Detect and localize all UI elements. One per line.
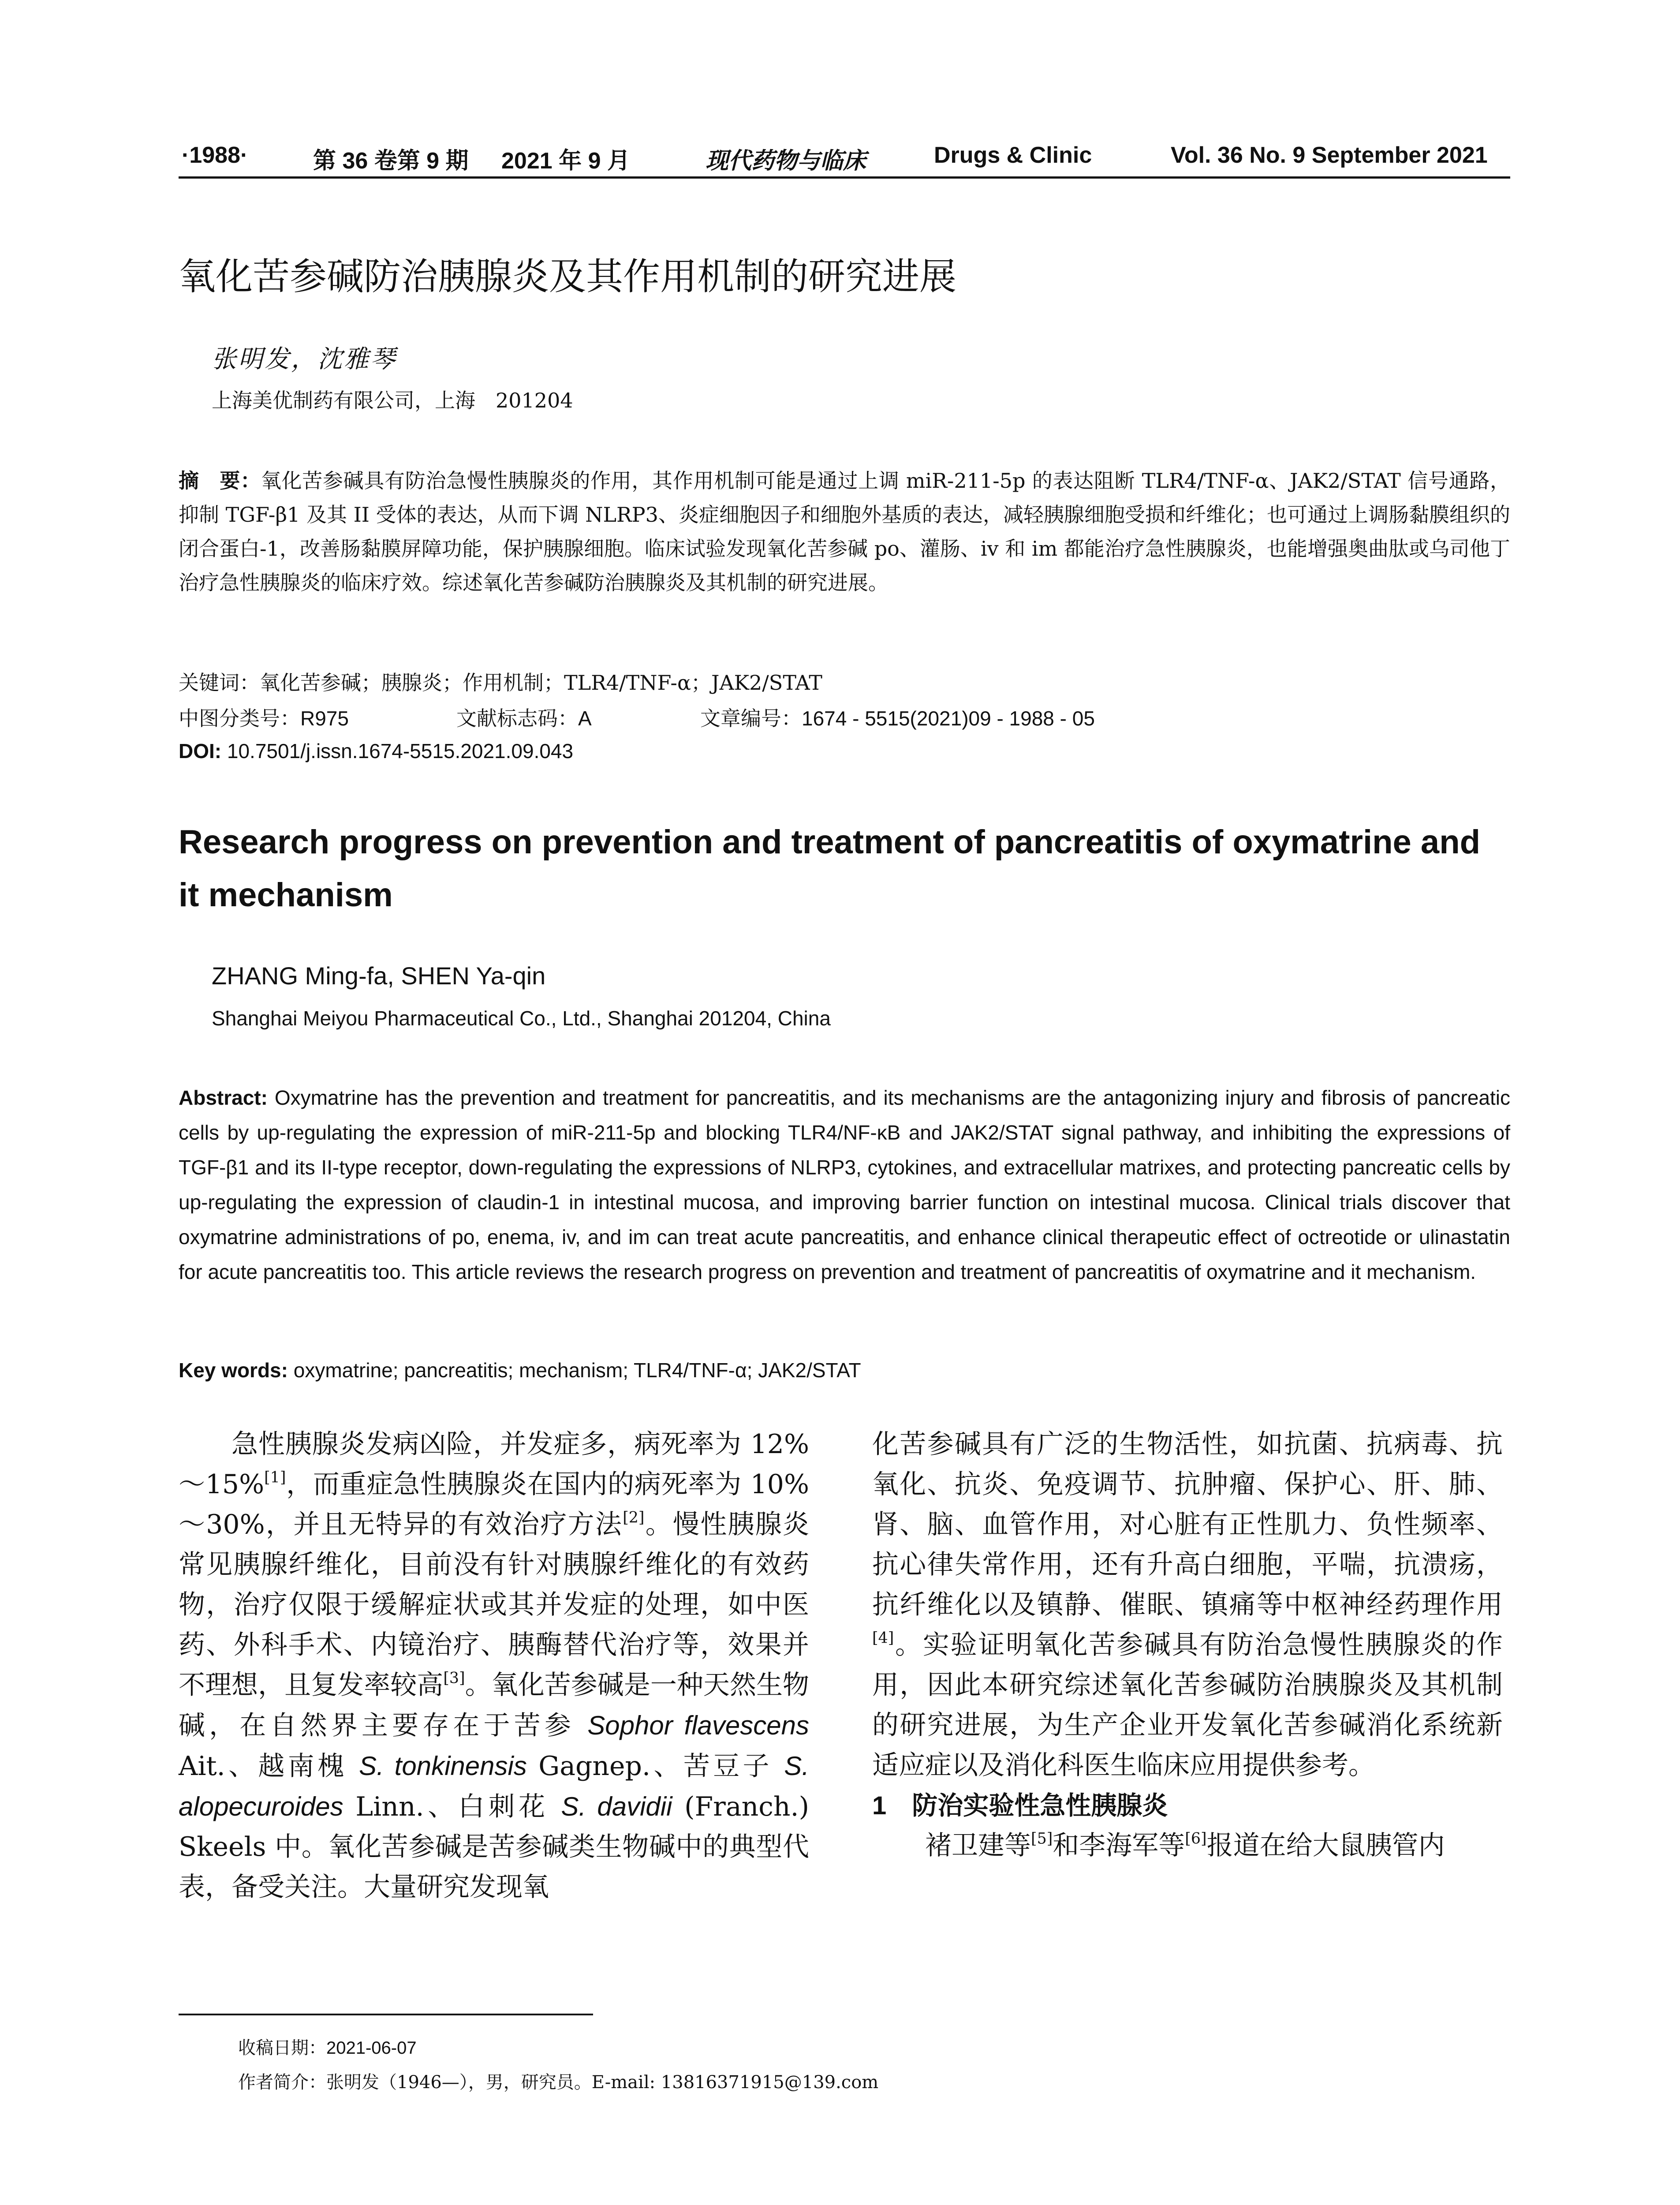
section-heading: 1 防治实验性急性胰腺炎 — [872, 1791, 1168, 1820]
article-title-en: Research progress on prevention and treatment of pancreatitis of oxymatrine and it mechanism — [179, 823, 1481, 914]
keywords-cn-text: 氧化苦参碱；胰腺炎；作用机制；TLR4/TNF-α；JAK2/STAT — [260, 671, 822, 695]
clc-number: 中图分类号：R975 — [179, 707, 349, 730]
keywords-en-text: oxymatrine; pancreatitis; mechanism; TLR4/TNF-α; JAK2/STAT — [287, 1359, 861, 1382]
citation-ref[interactable]: [1] — [264, 1469, 286, 1487]
affiliation-en: Shanghai Meiyou Pharmaceutical Co., Ltd., Shanghai 201204, China — [212, 1007, 831, 1030]
body-text: Linn.、白刺花 — [343, 1791, 561, 1822]
keywords-en-label: Key words: — [179, 1359, 288, 1382]
body-paragraph — [872, 1424, 1503, 1786]
citation-ref[interactable]: [2] — [623, 1509, 645, 1527]
body-left-column — [179, 1424, 809, 1907]
author-info-label: 作者简介： — [238, 2073, 326, 2092]
author-info-text: 张明发（1946—），男，研究员。E-mail: 13816371915@139.com — [326, 2072, 879, 2093]
abstract-en-label: Abstract: — [179, 1086, 268, 1109]
document-code: 文献标志码：A — [456, 707, 592, 730]
species-name: S. tonkinensis — [358, 1751, 527, 1781]
doi-label: DOI: — [179, 740, 222, 762]
citation-ref[interactable]: [4] — [872, 1629, 894, 1647]
article-number: 文章编号：1674 - 5515(2021)09 - 1988 - 05 — [700, 707, 1095, 730]
abstract-en-text: Oxymatrine has the prevention and treatment for pancreatitis, and its mechanisms are the antagonizing injury and fibrosis of pancreatic cells by up-regulating the expression of miR-211-5p and blocking TLR4/NF-κB and JAK2/STAT signal pathway, and inhibiting the expressions of TGF-β1 and its II-type receptor, down-regulating the expressions of NLRP3, cytokines, and extracellular matrixes, and protecting pancreatic cells by up-regulating the expression of claudin-1 in intestinal mucosa, and improving barrier function on intestinal mucosa. Clinical trials discover that oxymatrine administrations of po, enema, iv, and im can treat acute pancreatitis, and enhance clinical therapeutic effect of octreotide or ulinastatin for acute pancreatitis too. This article reviews the research progress on prevention and treatment of pancreatitis of oxymatrine and it mechanism. — [179, 1086, 1510, 1283]
abstract-cn-text: 氧化苦参碱具有防治急慢性胰腺炎的作用，其作用机制可能是通过上调 miR-211-5p 的表达阻断 TLR4/TNF-α、JAK2/STAT 信号通路，抑制 TGF-β1 及其 II 受体的表达，从而下调 NLRP3、炎症细胞因子和细胞外基质的表达，减轻胰腺细胞受损和纤维化；也可通过上调肠黏膜组织的闭合蛋白-1，改善肠黏膜屏障功能，保护胰腺细胞。临床试验发现氧化苦参碱 po、灌肠、iv 和 im 都能治疗急性胰腺炎，也能增强奥曲肽或乌司他丁治疗急性胰腺炎的临床疗效。综述氧化苦参碱防治胰腺炎及其机制的研究进展。 — [179, 469, 1510, 594]
citation-ref[interactable]: [3] — [443, 1669, 465, 1687]
footnote-rule — [179, 2014, 593, 2015]
running-header — [182, 142, 1509, 173]
citation-ref[interactable]: [6] — [1185, 1830, 1207, 1848]
authors-en: ZHANG Ming-fa, SHEN Ya-qin — [212, 962, 546, 990]
body-paragraph — [872, 1826, 1503, 1866]
body-text: 和李海军等 — [1053, 1830, 1185, 1861]
page-number: ·1988· — [182, 142, 248, 168]
body-paragraph — [179, 1424, 809, 1907]
body-right-column — [872, 1424, 1503, 1866]
journal-name-en: Drugs & Clinic — [934, 142, 1092, 168]
citation-ref[interactable]: [5] — [1031, 1830, 1053, 1848]
body-text: 。实验证明氧化苦参碱具有防治急慢性胰腺炎的作用，因此本研究综述氧化苦参碱防治胰腺炎及其机制的研究进展，为生产企业开发氧化苦参碱消化系统新适应症以及消化科医生临床应用提供参考。 — [872, 1629, 1503, 1781]
journal-name-cn: 现代药物与临床 — [706, 147, 866, 174]
body-text: 褚卫建等 — [925, 1830, 1031, 1861]
body-text: Ait.、越南槐 — [179, 1751, 359, 1782]
species-name: S. davidii — [561, 1792, 672, 1821]
keywords-en — [179, 1358, 861, 1382]
authors-cn: 张明发，沈雅琴 — [212, 345, 397, 374]
date-cn: 2021 年 9 月 — [501, 148, 630, 174]
species-name: S. alopecuroides — [179, 1751, 809, 1821]
doi-value[interactable]: 10.7501/j.issn.1674-5515.2021.09.043 — [221, 740, 574, 762]
keywords-cn-label: 关键词： — [179, 671, 260, 694]
article-title-cn: 氧化苦参碱防治胰腺炎及其作用机制的研究进展 — [179, 256, 957, 297]
body-text: 。氧化苦参碱是一种天然生物碱，在自然界主要存在于苦参 — [179, 1670, 810, 1741]
abstract-cn-label: 摘 要： — [179, 469, 261, 492]
header-rule — [179, 176, 1510, 179]
doi-line — [179, 739, 573, 763]
abstract-cn — [179, 464, 1510, 600]
volume-cn: 第 36 卷第 9 期 — [313, 148, 469, 174]
body-text: ，而重症急性胰腺炎在国内的病死率为 10%～30%，并且无特异的有效治疗方法 — [179, 1469, 809, 1540]
body-text: 。慢性胰腺炎常见胰腺纤维化，目前没有针对胰腺纤维化的有效药物，治疗仅限于缓解症状或其并发症的处理，如中医药、外科手术、内镜治疗、胰酶替代治疗等，效果并不理想，且复发率较高 — [179, 1509, 810, 1700]
volume-en: Vol. 36 No. 9 September 2021 — [1171, 142, 1488, 168]
classification-line — [179, 703, 1501, 729]
body-text: 化苦参碱具有广泛的生物活性，如抗菌、抗病毒、抗氧化、抗炎、免疫调节、抗肿瘤、保护心、肝、肺、肾、脑、血管作用，对心脏有正性肌力、负性频率、抗心律失常作用，还有升高白细胞，平喘，抗溃疡，抗纤维化以及镇静、催眠、镇痛等中枢神经药理作用 — [872, 1429, 1503, 1620]
body-text: 报道在给大鼠胰管内 — [1206, 1830, 1445, 1861]
species-name: Sophor flavescens — [587, 1711, 809, 1740]
affiliation-cn: 上海美优制药有限公司，上海 201204 — [212, 389, 573, 412]
abstract-en — [179, 1080, 1510, 1289]
author-info — [238, 2068, 878, 2093]
keywords-cn — [179, 667, 822, 696]
body-text: 急性胰腺炎发病凶险，并发症多，病死率为 12%～15% — [179, 1429, 809, 1500]
body-text: (Franch.) Skeels 中。氧化苦参碱是苦参碱类生物碱中的典型代表，备受关注。大量研究发现氧 — [179, 1791, 809, 1902]
body-text: Gagnep.、苦豆子 — [526, 1751, 784, 1782]
received-date: 收稿日期：2021-06-07 — [238, 2038, 417, 2058]
